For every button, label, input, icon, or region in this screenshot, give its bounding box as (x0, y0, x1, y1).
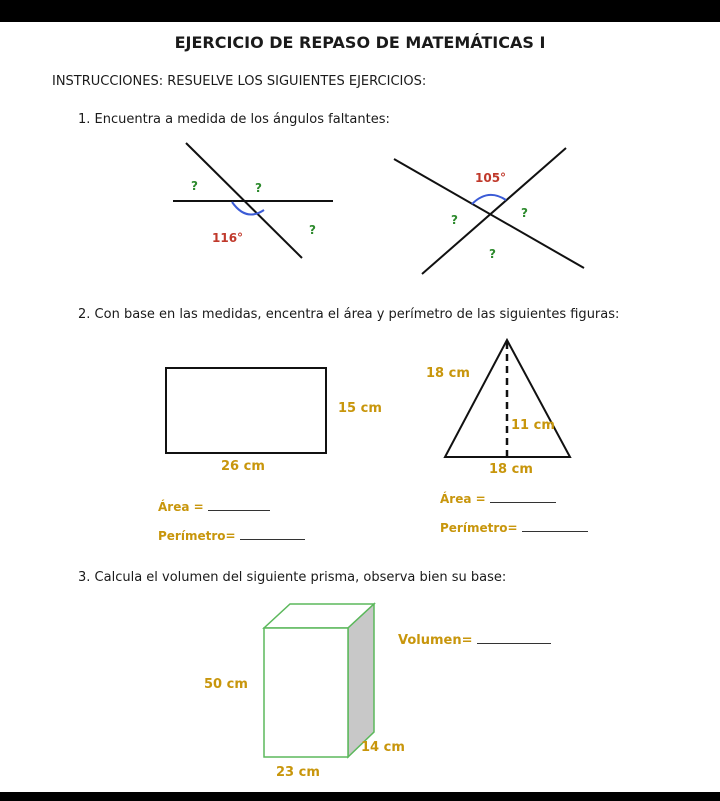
triangle-area-field[interactable]: Área = (440, 492, 556, 506)
rectangle-shape (166, 368, 326, 453)
unknown-angle-label: ? (309, 223, 316, 237)
question-1: 1. Encuentra a medida de los ángulos faltantes: (78, 112, 390, 127)
triangle-base-label: 18 cm (489, 462, 533, 477)
answer-blank[interactable] (240, 539, 305, 540)
prism-height-label: 50 cm (204, 677, 248, 692)
rectangle-base-label: 26 cm (221, 459, 265, 474)
volume-field[interactable]: Volumen= (398, 633, 551, 648)
answer-blank[interactable] (522, 531, 588, 532)
triangle-height-label: 11 cm (511, 418, 555, 433)
triangle-side-label: 18 cm (426, 366, 470, 381)
rectangle-height-label: 15 cm (338, 401, 382, 416)
unknown-angle-label: ? (521, 206, 528, 220)
prism-width-label: 23 cm (276, 765, 320, 780)
instructions: INSTRUCCIONES: RESUELVE LOS SIGUIENTES EJERCICIOS: (52, 74, 427, 89)
prism-depth-label: 14 cm (361, 740, 405, 755)
angle-arc-2 (472, 195, 506, 204)
rectangle-perimeter-field[interactable]: Perímetro= (158, 529, 305, 543)
rectangle-area-field[interactable]: Área = (158, 500, 270, 514)
page-title: EJERCICIO DE REPASO DE MATEMÁTICAS I (174, 33, 546, 52)
question-2: 2. Con base en las medidas, encentra el área y perímetro de las siguientes figuras: (78, 307, 620, 322)
question-3: 3. Calcula el volumen del siguiente prisma, observa bien su base: (78, 570, 507, 585)
unknown-angle-label: ? (191, 179, 198, 193)
known-angle-label: 116° (212, 231, 244, 245)
unknown-angle-label: ? (255, 181, 262, 195)
prism-shape (264, 604, 374, 757)
triangle-shape (445, 340, 570, 457)
unknown-angle-label: ? (489, 247, 496, 261)
angles-figure-1 (173, 143, 333, 258)
known-angle-label: 105° (475, 171, 507, 185)
unknown-angle-label: ? (451, 213, 458, 227)
triangle-perimeter-field[interactable]: Perímetro= (440, 521, 588, 535)
answer-blank[interactable] (477, 643, 551, 644)
answer-blank[interactable] (208, 510, 270, 511)
answer-blank[interactable] (490, 502, 556, 503)
